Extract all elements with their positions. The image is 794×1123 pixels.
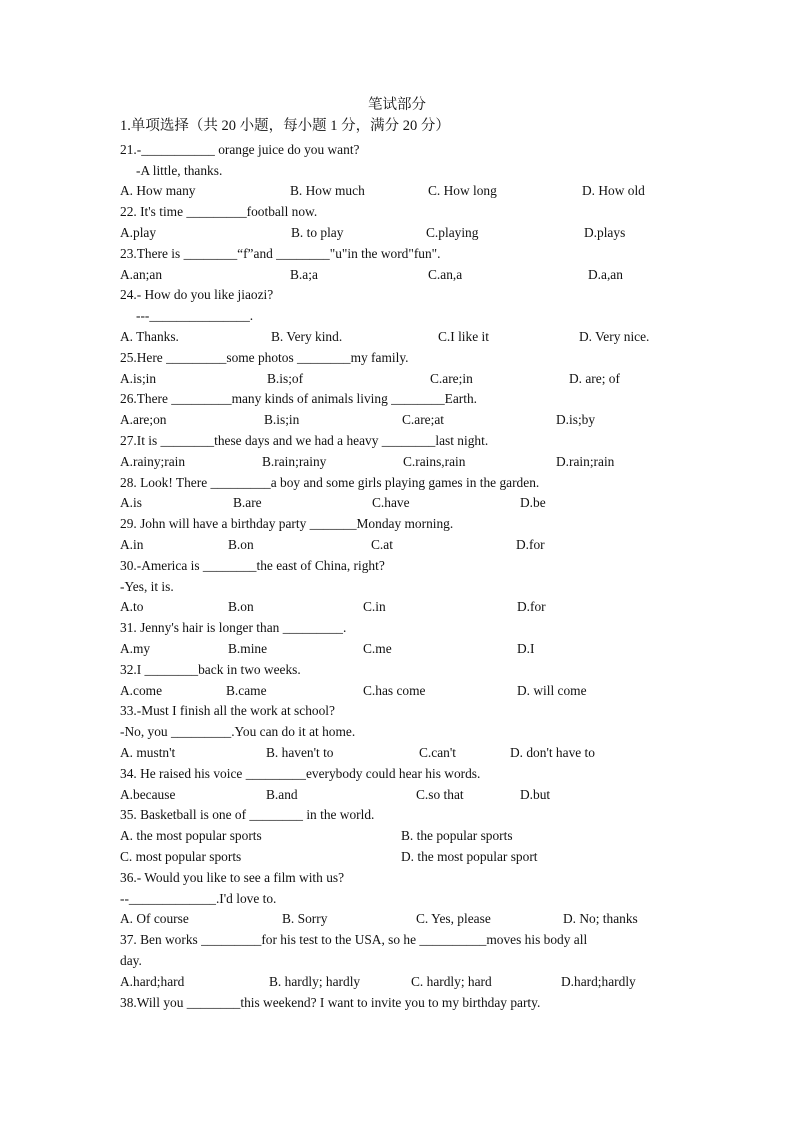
q35-option-c: C. most popular sports <box>120 849 242 864</box>
q23-option-c: C.an,a <box>428 267 463 282</box>
q21-option-c: C. How long <box>428 183 497 198</box>
question-33: 33.-Must I finish all the work at school? <box>120 703 335 718</box>
q25-option-b: B.is;of <box>267 371 304 386</box>
q23-option-a: A.an;an <box>120 267 163 282</box>
q30-option-d: D.for <box>517 599 546 614</box>
q22-option-b: B. to play <box>291 225 344 240</box>
q32-option-c: C.has come <box>363 683 426 698</box>
q27-option-d: D.rain;rain <box>556 454 615 469</box>
q28-option-a: A.is <box>120 495 142 510</box>
q21-option-a: A. How many <box>120 183 196 198</box>
section-heading: 1.单项选择（共 20 小题，每小题 1 分，满分 20 分） <box>120 118 450 134</box>
q34-option-b: B.and <box>266 787 298 802</box>
q21-option-d: D. How old <box>582 183 645 198</box>
q29-option-a: A.in <box>120 537 144 552</box>
q21-option-b: B. How much <box>290 183 365 198</box>
q30-option-a: A.to <box>120 599 144 614</box>
question-27: 27.It is ________these days and we had a heavy ________last night. <box>120 433 489 448</box>
q22-option-d: D.plays <box>584 225 626 240</box>
q25-option-a: A.is;in <box>120 371 157 386</box>
question-28: 28. Look! There _________a boy and some girls playing games in the garden. <box>120 475 540 490</box>
q33-option-b: B. haven't to <box>266 745 334 760</box>
q34-option-d: D.but <box>520 787 551 802</box>
question-38: 38.Will you ________this weekend? I want to invite you to my birthday party. <box>120 995 541 1010</box>
question-31: 31. Jenny's hair is longer than _________. <box>120 620 347 635</box>
q37-option-d: D.hard;hardly <box>561 974 636 989</box>
q27-option-a: A.rainy;rain <box>120 454 186 469</box>
question-29: 29. John will have a birthday party _______Monday morning. <box>120 516 454 531</box>
question-21: 21.-___________ orange juice do you want? <box>120 142 360 157</box>
q22-option-a: A.play <box>120 225 157 240</box>
q36-option-a: A. Of course <box>120 911 189 926</box>
q25-option-c: C.are;in <box>430 371 473 386</box>
question-32: 32.I ________back in two weeks. <box>120 662 301 677</box>
q31-option-c: C.me <box>363 641 392 656</box>
q23-option-d: D.a,an <box>588 267 623 282</box>
q29-option-d: D.for <box>516 537 545 552</box>
q26-option-a: A.are;on <box>120 412 167 427</box>
question-37-continued: day. <box>120 953 142 968</box>
question-25: 25.Here _________some photos ________my family. <box>120 350 409 365</box>
q35-option-d: D. the most popular sport <box>401 849 538 864</box>
question-23: 23.There is ________“f”and ________"u"in the word"fun". <box>120 246 441 261</box>
q36-option-c: C. Yes, please <box>416 911 491 926</box>
q22-option-c: C.playing <box>426 225 479 240</box>
q33-option-c: C.can't <box>419 745 456 760</box>
q32-option-b: B.came <box>226 683 267 698</box>
q36-option-d: D. No; thanks <box>563 911 638 926</box>
q36-option-b: B. Sorry <box>282 911 328 926</box>
q28-option-c: C.have <box>372 495 410 510</box>
q24-option-d: D. Very nice. <box>579 329 650 344</box>
q37-option-c: C. hardly; hard <box>411 974 492 989</box>
q27-option-c: C.rains,rain <box>403 454 466 469</box>
q24-option-c: C.I like it <box>438 329 489 344</box>
question-36-dialogue: --_____________.I'd love to. <box>120 891 277 906</box>
q35-option-b: B. the popular sports <box>401 828 513 843</box>
q23-option-b: B.a;a <box>290 267 318 282</box>
question-33-dialogue: -No, you _________.You can do it at home. <box>120 724 356 739</box>
q27-option-b: B.rain;rainy <box>262 454 327 469</box>
question-24-dialogue: ---_______________. <box>136 308 254 323</box>
q25-option-d: D. are; of <box>569 371 620 386</box>
q29-option-c: C.at <box>371 537 393 552</box>
question-35: 35. Basketball is one of ________ in the world. <box>120 807 375 822</box>
q28-option-d: D.be <box>520 495 546 510</box>
q24-option-b: B. Very kind. <box>271 329 343 344</box>
q32-option-a: A.come <box>120 683 163 698</box>
question-26: 26.There _________many kinds of animals living ________Earth. <box>120 391 478 406</box>
q33-option-d: D. don't have to <box>510 745 595 760</box>
question-34: 34. He raised his voice _________everybody could hear his words. <box>120 766 481 781</box>
q26-option-b: B.is;in <box>264 412 300 427</box>
q34-option-a: A.because <box>120 787 176 802</box>
q24-option-a: A. Thanks. <box>120 329 179 344</box>
question-37: 37. Ben works _________for his test to the USA, so he __________moves his body all <box>120 932 588 947</box>
q29-option-b: B.on <box>228 537 254 552</box>
q26-option-d: D.is;by <box>556 412 596 427</box>
q33-option-a: A. mustn't <box>120 745 176 760</box>
q35-option-a: A. the most popular sports <box>120 828 262 843</box>
question-30-dialogue: -Yes, it is. <box>120 579 174 594</box>
q28-option-b: B.are <box>233 495 262 510</box>
q30-option-c: C.in <box>363 599 386 614</box>
q31-option-b: B.mine <box>228 641 268 656</box>
q32-option-d: D. will come <box>517 683 587 698</box>
q31-option-d: D.I <box>517 641 535 656</box>
q31-option-a: A.my <box>120 641 151 656</box>
question-24: 24.- How do you like jiaozi? <box>120 287 274 302</box>
page-title: 笔试部分 <box>368 97 426 113</box>
question-22: 22. It's time _________football now. <box>120 204 318 219</box>
q26-option-c: C.are;at <box>402 412 445 427</box>
q37-option-b: B. hardly; hardly <box>269 974 361 989</box>
question-30: 30.-America is ________the east of China, right? <box>120 558 385 573</box>
q30-option-b: B.on <box>228 599 254 614</box>
question-36: 36.- Would you like to see a film with us? <box>120 870 345 885</box>
q34-option-c: C.so that <box>416 787 464 802</box>
q37-option-a: A.hard;hard <box>120 974 185 989</box>
question-21-dialogue: -A little, thanks. <box>136 163 223 178</box>
